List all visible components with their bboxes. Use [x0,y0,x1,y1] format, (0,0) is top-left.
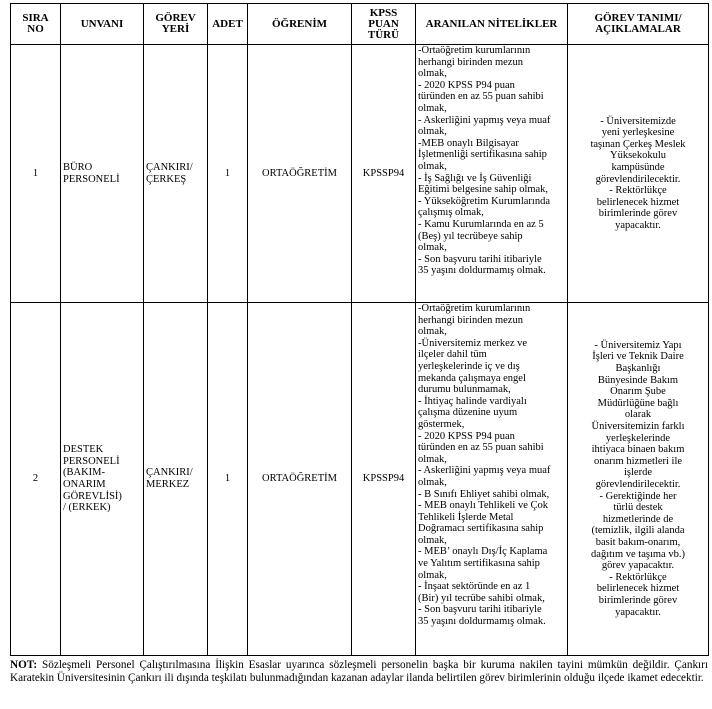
cell-line: görev yapacaktır. [601,560,675,572]
header-adet: ADET [208,4,248,45]
cell-line: olmak, [418,242,447,254]
cell-line: GÖREVLİSİ) [63,490,122,502]
cell-line: (BAKIM- [63,467,105,479]
cell-line: - MEB’ onaylı Dış/İç Kaplama [418,546,548,558]
cell-line: görevlendirilecektir. [595,173,681,185]
header-sira-no: SIRA NO [11,4,61,45]
cell-line: (temizlik, ilgili alanda [591,525,685,537]
cell-line: yerleşkelerinde [605,432,671,444]
cell-line: görevlendirilecektir. [595,479,681,490]
cell-line: mekanda çalışmaya engel [418,372,526,384]
cell-line: - 2020 KPSS P94 puan [418,430,515,442]
cell-line: yeni yerleşkesine [601,127,675,139]
cell-line: DESTEK [63,444,104,456]
cell-aranilan-nitelikler [416,303,568,656]
cell-line: (Bir) yıl tecrübe sahibi olmak, [418,592,545,604]
cell-line: Yüksekokulu [610,150,666,162]
cell-adet: 1 [208,303,248,656]
cell-line: Müdürlüğüne bağlı [597,397,679,409]
cell-line: ihtiyaca binaen bakım [591,444,685,456]
cell-gorev-tanimi [568,45,709,303]
cell-kpss-puan-turu: KPSSP94 [352,45,416,303]
cell-line: basit bakım-onarım, [595,536,681,548]
header-aranilan-nitelikler: ARANILAN NİTELİKLER [416,4,568,45]
cell-line: birimlerinde görev [598,594,678,606]
cell-line: türünden en az 55 puan sahibi [418,442,544,454]
cell-line: çalışma düzenine uyum [418,407,518,419]
cell-line: - Gerektiğinde her [599,490,677,502]
cell-line: Bünyesinde Bakım [597,374,679,386]
cell-line: (Beş) yıl tecrübeye sahip [418,230,523,242]
cell-line: türünden en az 55 puan sahibi [418,91,544,103]
cell-line: 35 yaşını doldurmamış olmak. [418,265,546,277]
cell-line: Doğramacı sertifikasına sahip [418,523,544,535]
cell-line: Onarım Şube [610,386,666,398]
cell-gorev-yeri [144,45,208,303]
cell-line: - Üniversitemizde [600,115,676,127]
cell-line: - Son başvuru tarihi itibariyle [418,604,542,616]
cell-line: - İnşaat sektöründe en az 1 [418,581,531,593]
cell-line: -Ortaöğretim kurumlarının [418,303,531,314]
cell-unvani [61,303,144,656]
cell-line: herhangi birinden mezun [418,314,523,326]
cell-line: PERSONELİ [63,455,120,467]
cell-line: Üniversitemizin farklı [591,421,685,433]
cell-gorev-yeri [144,303,208,656]
cell-line: - Son başvuru tarihi itibariyle [418,253,542,265]
footnote-text: Sözleşmeli Personel Çalıştırılmasına İlişkin Esaslar uyarınca sözleşmeli personelin başka bir kuruma nakilen tayini mümkün değildir. Çankırı Karatekin Üniversitesinin Çankırı ili dışında teşkilatı bulunmadığından kazanan adaylar ilanda belirtilen görev birimlerinin olduğu ilçede ikamet edecektir. [10,659,708,685]
header-gorev-tanimi: GÖREV TANIMI/ AÇIKLAMALAR [568,4,709,45]
header-kpss-puan-turu: KPSS PUAN TÜRÜ [352,4,416,45]
cell-line: - 2020 KPSS P94 puan [418,79,515,91]
cell-line: belirlenecek hizmet [596,196,680,208]
positions-table [10,3,709,656]
cell-line: yerleşkelerinde iç ve dış [418,360,520,372]
cell-line: - İhtiyaç halinde vardiyalı [418,395,527,407]
cell-line: taşınan Çerkeş Meslek [590,138,686,150]
cell-adet: 1 [208,45,248,303]
cell-line: onarım hizmetleri ile [593,455,683,467]
cell-line: 35 yaşını doldurmamış olmak. [418,616,546,628]
cell-line: - Kamu Kurumlarında en az 5 [418,218,544,230]
footnote [10,659,708,685]
table-row [11,45,709,303]
cell-ogrenim: ORTAÖĞRETİM [248,303,352,656]
cell-kpss-puan-turu: KPSSP94 [352,303,416,656]
cell-line: olmak, [418,126,447,138]
cell-line: kampüsünde [611,161,665,173]
cell-line: herhangi birinden mezun [418,56,523,68]
cell-line: türlü destek [613,502,663,514]
cell-line: - B Sınıfı Ehliyet sahibi olmak, [418,488,550,500]
cell-line: - Yükseköğretim Kurumlarında [418,195,550,207]
cell-line: İşletmenliği sertifikasına sahip [418,149,547,161]
cell-line: olmak, [418,326,447,338]
cell-line: olmak, [418,453,447,465]
cell-line: -Üniversitemiz merkez ve [418,337,528,349]
cell-line: yapacaktır. [615,606,661,618]
document [10,3,708,685]
cell-line: olmak, [418,476,447,488]
cell-line: - Üniversitemiz Yapı [594,339,682,351]
cell-line: olarak [624,409,652,421]
cell-line: ONARIM [63,479,106,490]
cell-line: ÇANKIRI/ [146,467,193,479]
cell-line: birimlerinde görev [598,208,678,220]
cell-sira-no: 1 [11,45,61,303]
cell-line: ÇERKEŞ [146,173,187,185]
header-gorev-yeri: GÖREV YERİ [144,4,208,45]
header-unvani: UNVANI [61,4,144,45]
cell-line: - Askerliğini yapmış veya muaf [418,114,551,126]
table-header-row [11,4,709,45]
cell-line: yapacaktır. [615,219,661,231]
cell-line: ÇANKIRI/ [146,161,193,173]
cell-line: olmak, [418,68,447,80]
cell-sira-no: 2 [11,303,61,656]
cell-line: hizmetlerinde de [602,513,674,525]
cell-line: ve Yalıtım sertifikasına sahip [418,558,540,570]
cell-line: göstermek, [418,418,465,430]
cell-line: Başkanlığı [615,363,661,375]
table-row [11,303,709,656]
cell-line: -Ortaöğretim kurumlarının [418,45,531,56]
cell-line: - Rektörlükçe [609,185,667,197]
cell-unvani [61,45,144,303]
footnote-label: NOT: [10,659,38,671]
cell-line: -MEB onaylı Bilgisayar [418,137,519,149]
cell-line: MERKEZ [146,479,190,490]
cell-line: dağıtım ve taşıma vb.) [591,548,685,560]
cell-line: - MEB onaylı Tehlikeli ve Çok [418,500,549,512]
cell-ogrenim: ORTAÖĞRETİM [248,45,352,303]
cell-line: - Rektörlükçe [609,571,667,583]
cell-line: BÜRO [63,161,93,173]
cell-line: işlerde [624,467,652,479]
cell-line: ilçeler dahil tüm [418,349,487,361]
cell-line: belirlenecek hizmet [596,583,680,595]
cell-gorev-tanimi [568,303,709,656]
cell-line: olmak, [418,569,447,581]
cell-aranilan-nitelikler [416,45,568,303]
cell-line: / (ERKEK) [63,502,111,514]
cell-line: - Askerliğini yapmış veya muaf [418,465,551,477]
cell-line: Eğitimi belgesine sahip olmak, [418,184,549,196]
cell-line: olmak, [418,160,447,172]
cell-line: PERSONELİ [63,173,120,185]
cell-line: çalışmış olmak, [418,207,484,219]
header-ogrenim: ÖĞRENİM [248,4,352,45]
cell-line: İşleri ve Teknik Daire [592,351,684,363]
cell-line: durumu bulunmamak, [418,384,511,396]
cell-line: Tehlikeli İşlerde Metal [418,511,514,523]
cell-line: olmak, [418,534,447,546]
cell-line: olmak, [418,102,447,114]
cell-line: - İş Sağlığı ve İş Güvenliği [418,172,532,184]
